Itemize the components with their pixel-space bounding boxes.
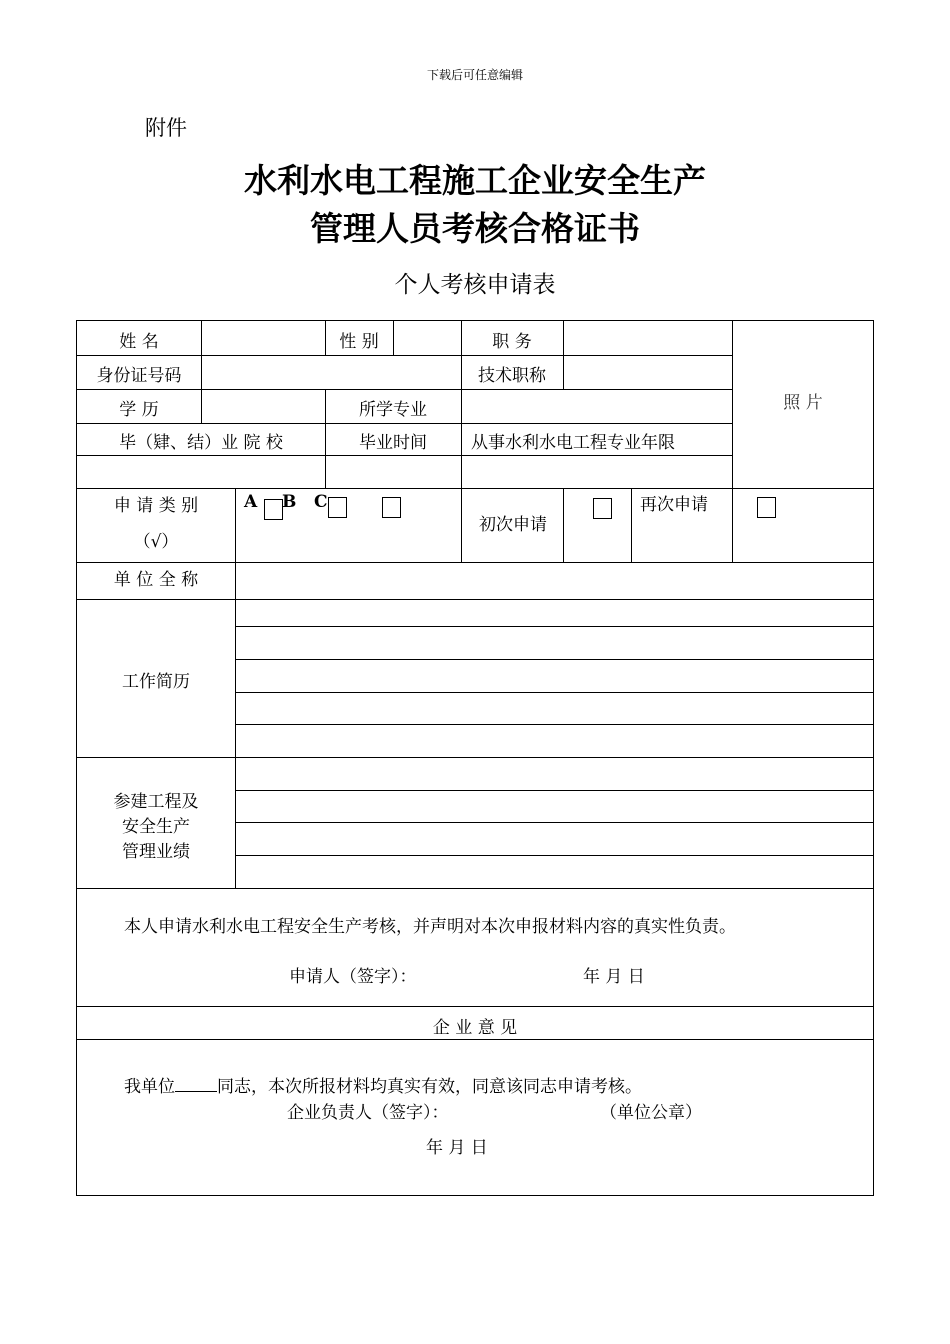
category-b-checkbox[interactable] bbox=[328, 497, 347, 518]
col-divider bbox=[563, 488, 564, 562]
form-subtitle: 个人考核申请表 bbox=[394, 272, 556, 298]
tech-title-label: 技术职称 bbox=[478, 366, 546, 386]
col-divider bbox=[563, 321, 564, 389]
row-divider bbox=[77, 423, 733, 424]
opinion-prefix: 我单位 bbox=[124, 1077, 175, 1097]
company-seal-label: （单位公章） bbox=[600, 1103, 702, 1123]
projects-label-line-3: 管理业绩 bbox=[122, 842, 190, 862]
name-field[interactable] bbox=[203, 322, 323, 354]
company-date: 年 月 日 bbox=[426, 1138, 488, 1158]
row-divider bbox=[77, 562, 873, 563]
applicant-signature-label: 申请人（签字）： bbox=[289, 967, 417, 987]
row-divider bbox=[77, 1006, 873, 1007]
tech-title-field[interactable] bbox=[565, 356, 731, 388]
first-application-label: 初次申请 bbox=[479, 515, 547, 535]
row-divider bbox=[77, 888, 873, 889]
company-opinion-label: 企 业 意 见 bbox=[432, 1018, 518, 1038]
header-note: 下载后可任意编辑 bbox=[426, 68, 523, 82]
school-field[interactable] bbox=[78, 456, 324, 487]
gender-field[interactable] bbox=[395, 322, 459, 354]
photo-placeholder[interactable]: 照 片 bbox=[783, 393, 823, 413]
id-number-label: 身份证号码 bbox=[96, 366, 182, 386]
projects-label-line-2: 安全生产 bbox=[122, 817, 190, 837]
row-divider bbox=[77, 1039, 873, 1040]
projects-field[interactable] bbox=[237, 758, 871, 888]
category-a-checkbox[interactable] bbox=[264, 499, 283, 520]
opinion-statement bbox=[124, 1072, 642, 1097]
position-field[interactable] bbox=[565, 322, 731, 354]
major-label: 所学专业 bbox=[359, 400, 427, 420]
row-divider bbox=[77, 488, 873, 489]
opinion-suffix: 同志，本次所报材料均真实有效，同意该同志申请考核。 bbox=[217, 1077, 642, 1097]
col-divider bbox=[235, 488, 236, 888]
category-c-label: C bbox=[314, 492, 328, 512]
category-hint: （√） bbox=[133, 532, 179, 552]
company-head-signature-label: 企业负责人（签字）： bbox=[287, 1103, 449, 1123]
col-divider bbox=[461, 321, 462, 562]
gender-label: 性 别 bbox=[339, 332, 379, 352]
photo-divider bbox=[732, 321, 733, 562]
application-form bbox=[76, 320, 874, 1196]
unit-name-field[interactable] bbox=[237, 564, 871, 598]
col-divider bbox=[201, 389, 202, 423]
category-label: 申 请 类 别 bbox=[113, 496, 199, 516]
document-title-line-2: 管理人员考核合格证书 bbox=[310, 209, 640, 248]
applicant-date: 年 月 日 bbox=[583, 967, 645, 987]
col-divider bbox=[393, 321, 394, 355]
category-b-label: B bbox=[282, 492, 297, 512]
unit-name-label: 单 位 全 称 bbox=[113, 570, 199, 590]
document-title-line-1: 水利水电工程施工企业安全生产 bbox=[244, 161, 706, 200]
position-label: 职 务 bbox=[492, 332, 532, 352]
projects-label-line-1: 参建工程及 bbox=[113, 792, 199, 812]
attachment-label: 附件 bbox=[145, 116, 187, 140]
graduation-time-field[interactable] bbox=[327, 456, 459, 487]
reapplication-checkbox[interactable] bbox=[757, 497, 776, 518]
major-field[interactable] bbox=[463, 390, 731, 422]
education-field[interactable] bbox=[203, 390, 323, 422]
work-history-field[interactable] bbox=[237, 600, 871, 756]
graduation-time-label: 毕业时间 bbox=[359, 433, 427, 453]
name-label: 姓 名 bbox=[119, 332, 159, 352]
years-in-field-label: 从事水利水电工程专业年限 bbox=[471, 433, 675, 453]
col-divider bbox=[631, 488, 632, 562]
school-label: 毕（肄、结）业 院 校 bbox=[119, 433, 283, 453]
first-application-checkbox[interactable] bbox=[593, 498, 612, 519]
years-in-field-field[interactable] bbox=[463, 456, 731, 487]
reapplication-label: 再次申请 bbox=[640, 495, 708, 515]
category-a-label: A bbox=[244, 492, 258, 512]
declaration-text: 本人申请水利水电工程安全生产考核，并声明对本次申报材料内容的真实性负责。 bbox=[124, 917, 736, 937]
colleague-name-blank[interactable] bbox=[175, 1077, 217, 1092]
work-history-label: 工作简历 bbox=[122, 672, 190, 692]
category-c-checkbox[interactable] bbox=[382, 497, 401, 518]
education-label: 学 历 bbox=[119, 400, 159, 420]
id-number-field[interactable] bbox=[203, 356, 459, 388]
col-divider bbox=[201, 321, 202, 389]
